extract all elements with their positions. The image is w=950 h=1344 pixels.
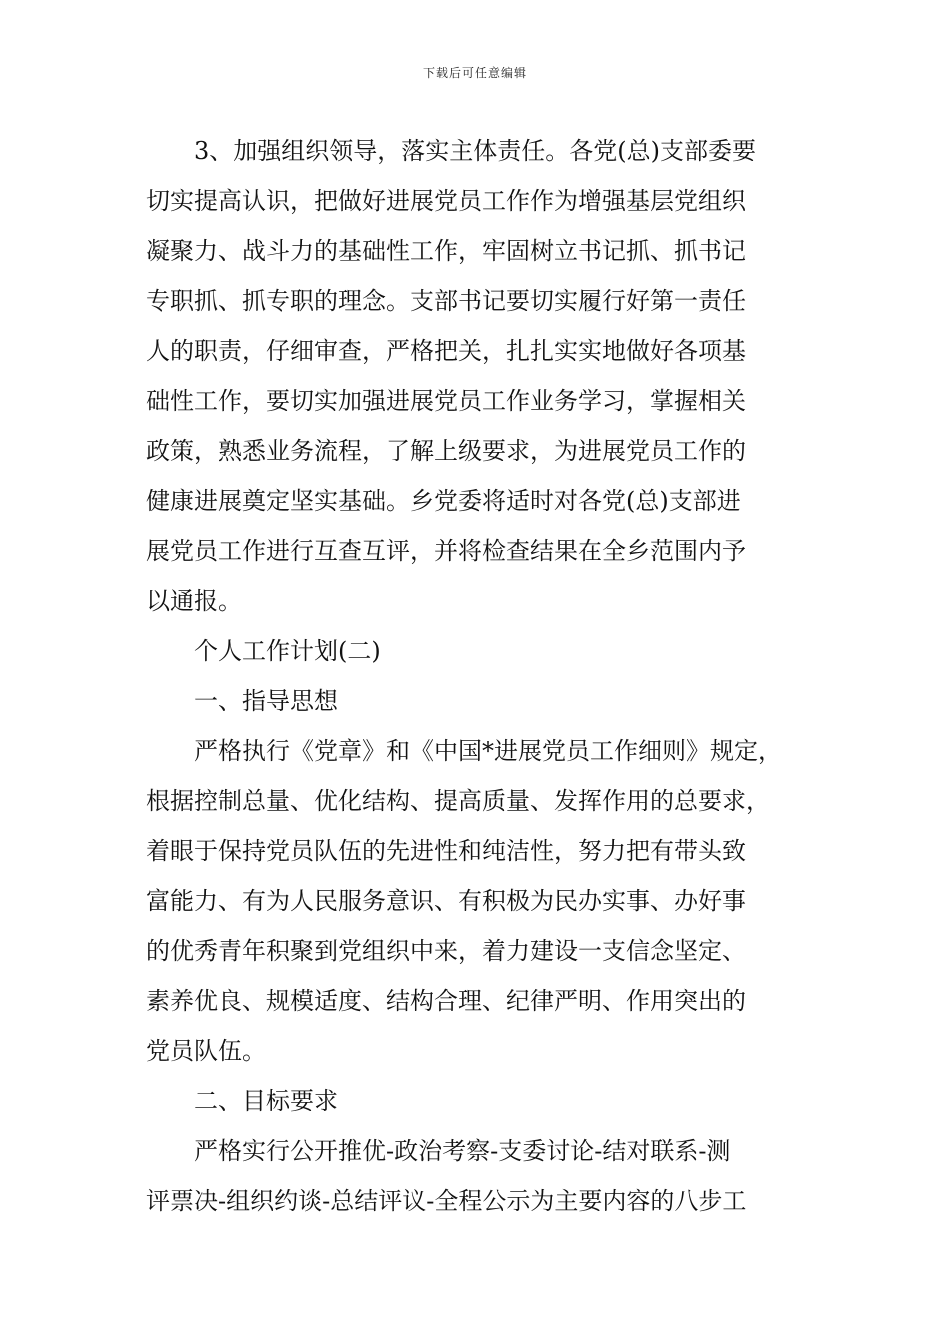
paragraph-line: 以通报。 bbox=[146, 587, 242, 615]
paragraph-line: 评票决-组织约谈-总结评议-全程公示为主要内容的八步工 bbox=[146, 1187, 747, 1215]
paragraph-line: 政策，熟悉业务流程，了解上级要求，为进展党员工作的 bbox=[146, 437, 746, 465]
document-body bbox=[146, 126, 836, 1226]
paragraph-line: 党员队伍。 bbox=[146, 1037, 266, 1065]
paragraph-line: 专职抓、抓专职的理念。支部书记要切实履行好第一责任 bbox=[146, 287, 746, 315]
paragraph-line: 素养优良、规模适度、结构合理、纪律严明、作用突出的 bbox=[146, 987, 746, 1015]
paragraph-line: 严格实行公开推优-政治考察-支委讨论-结对联系-测 bbox=[194, 1137, 731, 1165]
section-heading: 二、目标要求 bbox=[194, 1087, 338, 1115]
section-title: 个人工作计划(二) bbox=[194, 637, 381, 665]
paragraph-line: 人的职责，仔细审查，严格把关，扎扎实实地做好各项基 bbox=[146, 337, 746, 365]
paragraph-line: 根据控制总量、优化结构、提高质量、发挥作用的总要求， bbox=[146, 787, 770, 815]
paragraph-line: 的优秀青年积聚到党组织中来，着力建设一支信念坚定、 bbox=[146, 937, 746, 965]
paragraph-line: 富能力、有为人民服务意识、有积极为民办实事、办好事 bbox=[146, 887, 746, 915]
paragraph-line: 展党员工作进行互查互评，并将检查结果在全乡范围内予 bbox=[146, 537, 746, 565]
section-heading: 一、指导思想 bbox=[194, 687, 338, 715]
paragraph-line: 严格执行《党章》和《中国*进展党员工作细则》规定， bbox=[194, 737, 782, 765]
paragraph-line: 凝聚力、战斗力的基础性工作，牢固树立书记抓、抓书记 bbox=[146, 237, 746, 265]
paragraph-line: 健康进展奠定坚实基础。乡党委将适时对各党(总)支部进 bbox=[146, 487, 741, 515]
paragraph-line: 3、加强组织领导，落实主体责任。各党(总)支部委要 bbox=[194, 137, 756, 165]
paragraph-line: 着眼于保持党员队伍的先进性和纯洁性，努力把有带头致 bbox=[146, 837, 746, 865]
paragraph-line: 切实提高认识，把做好进展党员工作作为增强基层党组织 bbox=[146, 187, 746, 215]
paragraph-line: 础性工作，要切实加强进展党员工作业务学习，掌握相关 bbox=[146, 387, 746, 415]
page-header: 下载后可任意编辑 bbox=[422, 66, 527, 80]
